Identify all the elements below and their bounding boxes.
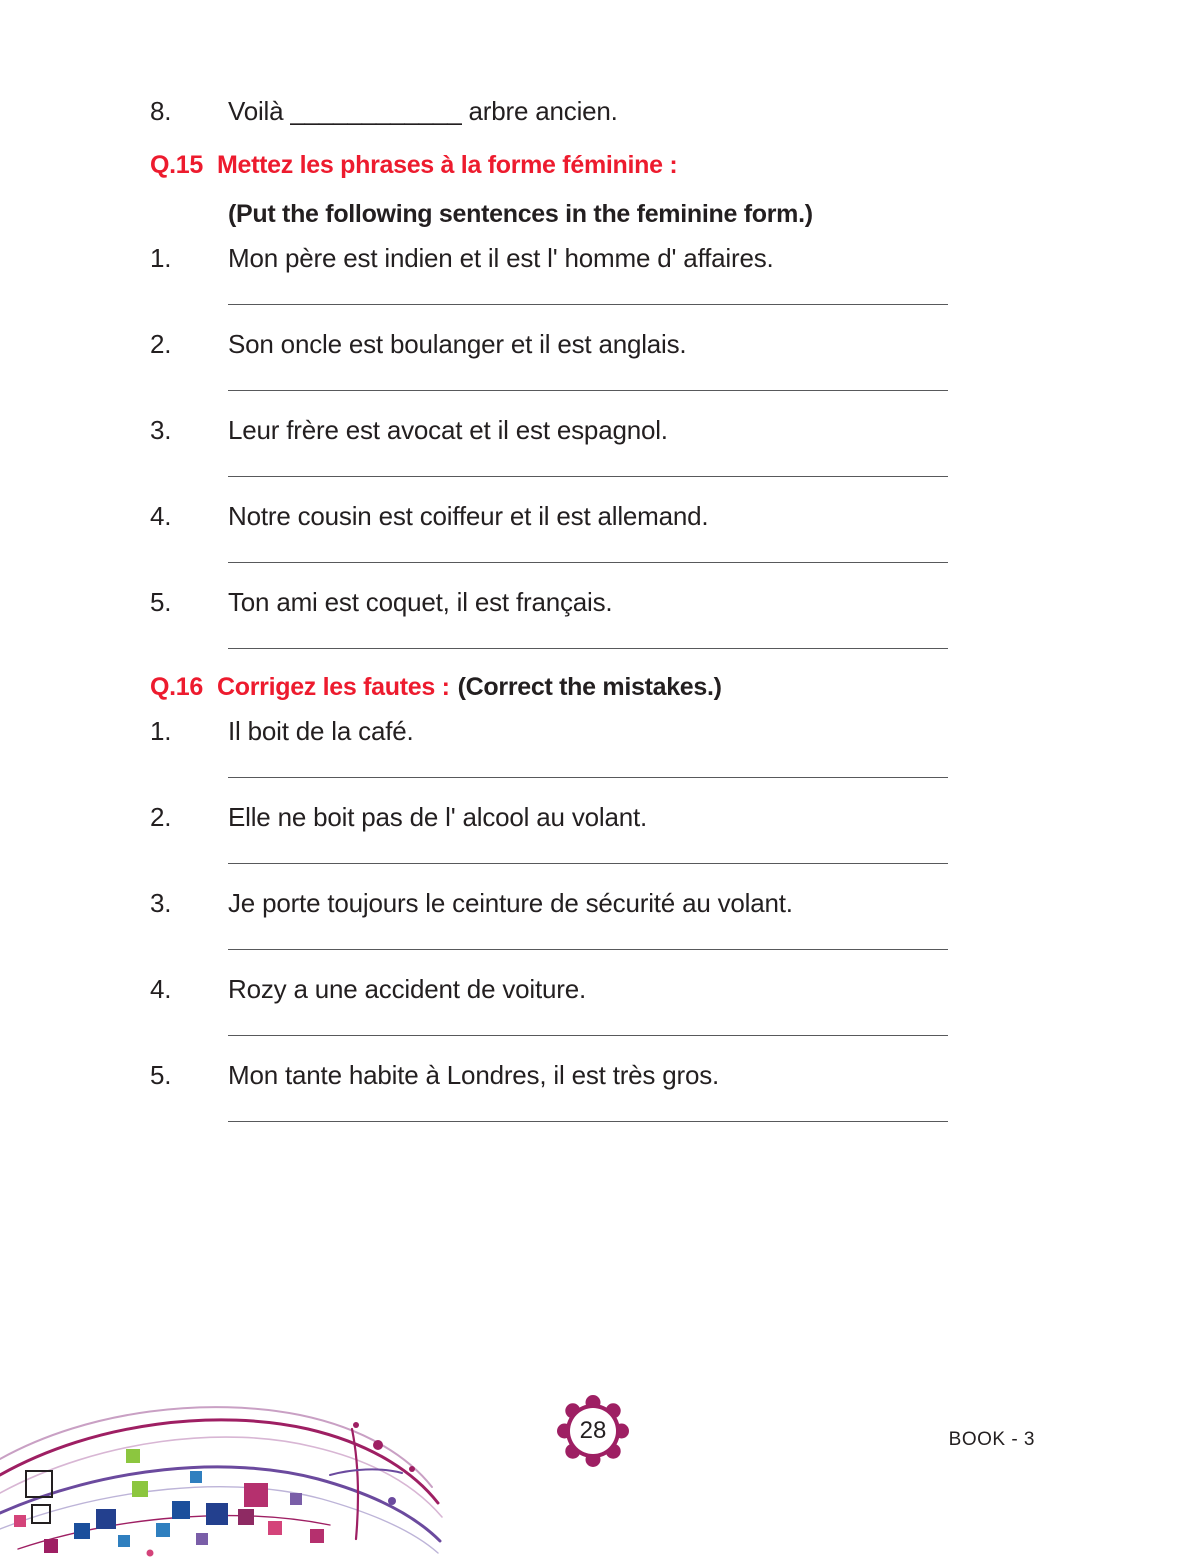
list-item — [150, 974, 1030, 1058]
page-number-badge — [557, 1395, 629, 1467]
question-title-q16: Corrigez les fautes : — [217, 673, 450, 701]
content-column — [150, 96, 1030, 1124]
answer-line[interactable] — [228, 1121, 948, 1122]
list-item — [150, 802, 1030, 886]
item-text: Elle ne boit pas de l' alcool au volant. — [228, 802, 648, 832]
item-text: Rozy a une accident de voiture. — [228, 974, 587, 1004]
item-number: 2. — [150, 329, 172, 359]
list-item — [150, 329, 1030, 413]
question-heading-q16 — [150, 673, 1030, 702]
item-number: 4. — [150, 501, 172, 531]
item-text: Notre cousin est coiffeur et il est allemand. — [228, 501, 709, 531]
item-number: 4. — [150, 974, 172, 1004]
item-number: 3. — [150, 888, 172, 918]
item-text: Mon tante habite à Londres, il est très gros. — [228, 1060, 720, 1090]
question-title-q15: Mettez les phrases à la forme féminine : — [217, 151, 678, 179]
carryover-item — [150, 96, 1030, 127]
question-subtitle-q15: (Put the following sentences in the feminine form.) — [228, 200, 813, 228]
carryover-item-number: 8. — [150, 96, 172, 126]
item-text: Il boit de la café. — [228, 716, 414, 746]
question-title-en-q16: (Correct the mistakes.) — [457, 673, 722, 701]
list-item — [150, 415, 1030, 499]
footer-book-label: BOOK - 3 — [948, 1429, 1035, 1450]
question-number-q15: Q.15 — [150, 151, 203, 179]
list-item — [150, 243, 1030, 327]
carryover-item-text: Voilà ____________ arbre ancien. — [228, 96, 618, 126]
item-text: Son oncle est boulanger et il est anglais. — [228, 329, 687, 359]
question-heading-q15 — [150, 151, 1030, 180]
item-number: 1. — [150, 716, 172, 746]
question-items-q15 — [150, 243, 1030, 649]
item-number: 3. — [150, 415, 172, 445]
question-items-q16 — [150, 716, 1030, 1122]
item-text: Mon père est indien et il est l' homme d' affaires. — [228, 243, 774, 273]
item-number: 5. — [150, 587, 172, 617]
list-item — [150, 888, 1030, 972]
item-number: 5. — [150, 1060, 172, 1090]
list-item — [150, 1060, 1030, 1122]
item-number: 1. — [150, 243, 172, 273]
list-item — [150, 716, 1030, 800]
page-number: 28 — [579, 1417, 607, 1444]
item-text: Leur frère est avocat et il est espagnol. — [228, 415, 668, 445]
list-item — [150, 587, 1030, 649]
item-number: 2. — [150, 802, 172, 832]
answer-line[interactable] — [228, 648, 948, 649]
item-text: Je porte toujours le ceinture de sécurité au volant. — [228, 888, 793, 918]
decorative-corner-graphic — [0, 1363, 470, 1563]
question-number-q16: Q.16 — [150, 673, 203, 701]
item-text: Ton ami est coquet, il est français. — [228, 587, 613, 617]
list-item — [150, 501, 1030, 585]
